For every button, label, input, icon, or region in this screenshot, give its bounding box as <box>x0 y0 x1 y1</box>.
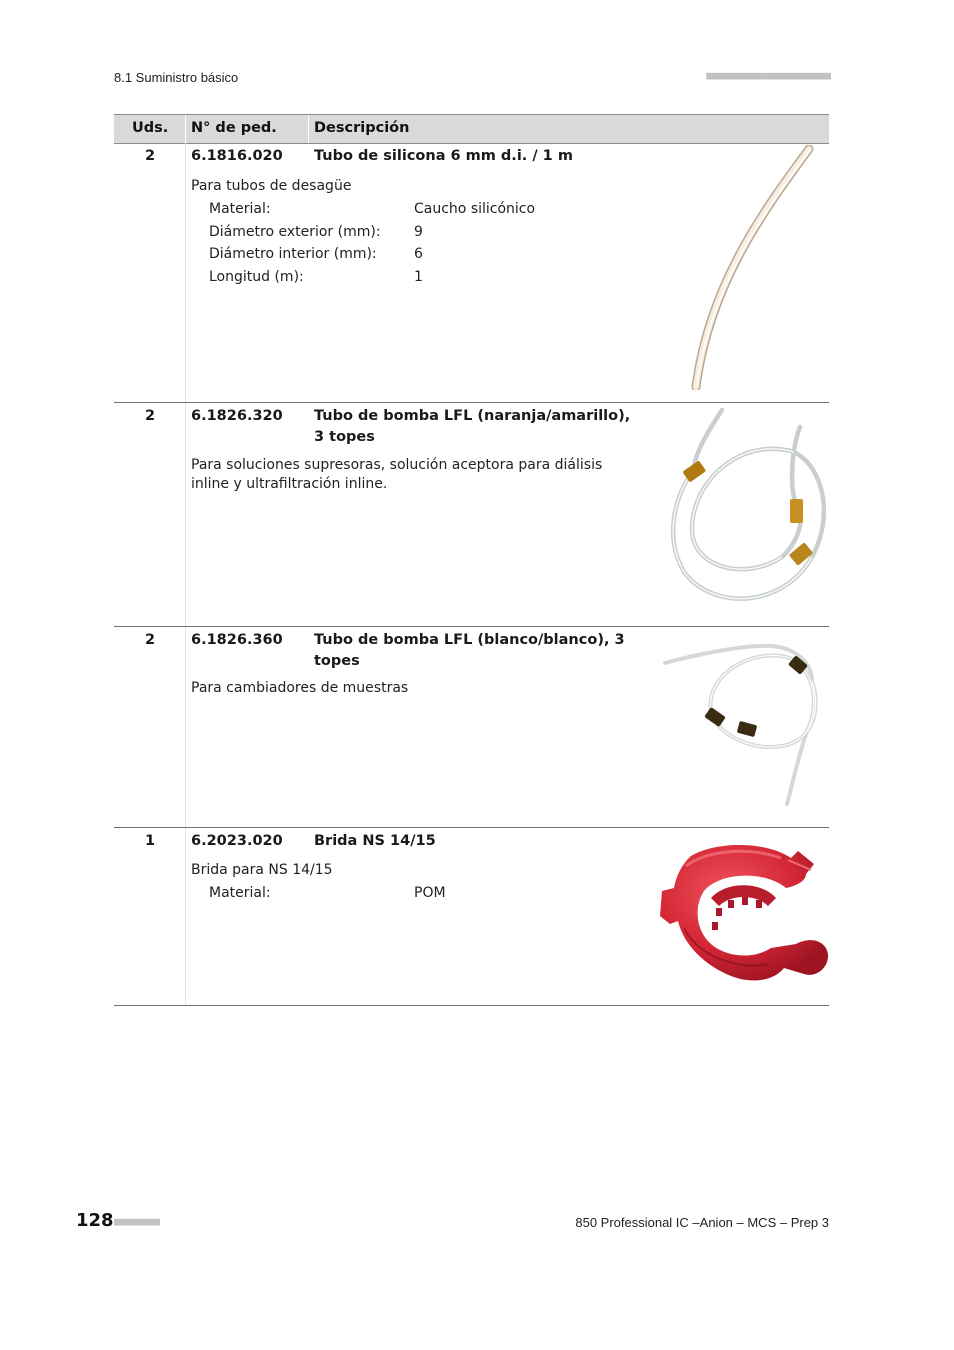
spec-value: POM <box>414 885 446 901</box>
item-description: Para soluciones supresoras, solución aceptora para diálisis inline y ultrafiltración inline. <box>191 457 603 492</box>
silicone-tube-image <box>669 145 829 390</box>
spec-row <box>209 221 535 244</box>
item-order-no: 6.1816.020 <box>191 148 283 164</box>
pump-tube-orange-yellow-image <box>664 407 829 605</box>
page-number: 128 <box>76 1210 114 1231</box>
item-order-no: 6.2023.020 <box>191 833 283 849</box>
item-order-no: 6.1826.360 <box>191 632 283 648</box>
spec-value: 1 <box>414 268 423 285</box>
column-header-order-no: N° de ped. <box>191 120 277 136</box>
item-title: Tubo de bomba LFL (blanco/blanco), 3 topes <box>314 632 625 669</box>
spec-label: Material: <box>209 885 271 901</box>
item-description: Para cambiadores de muestras <box>191 680 409 696</box>
footer-decorative-dots: ■■■■■■■■ <box>114 1215 159 1228</box>
document-title: 850 Professional IC –Anion – MCS – Prep 3 <box>575 1215 829 1230</box>
spec-row <box>209 198 535 221</box>
spec-value: 6 <box>414 246 423 262</box>
spec-value: Caucho silicónico <box>414 201 536 217</box>
spec-label: Diámetro interior (mm): <box>209 246 377 262</box>
spec-label: Material: <box>209 201 271 217</box>
table-row <box>114 143 829 403</box>
table-row <box>114 627 829 828</box>
stopper-yellow <box>790 499 803 523</box>
spec-label: Diámetro exterior (mm): <box>209 223 381 240</box>
table-row <box>114 828 829 1006</box>
pump-tube-white-white-image <box>662 641 829 809</box>
table-header <box>114 114 829 144</box>
header-decorative-dots: ■■■■■■■■■■■■■■■■■■■■■■ <box>706 69 830 82</box>
spec-label: Longitud (m): <box>209 268 304 285</box>
item-specs <box>209 882 446 905</box>
item-order-no: 6.1826.320 <box>191 408 283 424</box>
item-qty: 2 <box>144 632 156 648</box>
running-header-section: 8.1 Suministro básico <box>114 70 239 85</box>
table-row <box>114 403 829 627</box>
spec-value: 9 <box>414 223 423 240</box>
item-title: Brida NS 14/15 <box>314 833 436 849</box>
stopper-dark <box>704 707 726 727</box>
item-qty: 1 <box>144 833 156 849</box>
red-clamp-image <box>656 836 829 986</box>
item-specs <box>209 198 535 288</box>
column-header-qty: Uds. <box>132 120 169 136</box>
spec-row <box>209 882 446 905</box>
item-qty: 2 <box>144 148 156 164</box>
item-description: Para tubos de desagüe <box>191 178 352 194</box>
item-title: Tubo de silicona 6 mm d.i. / 1 m <box>314 148 573 164</box>
column-header-description: Descripción <box>314 120 410 136</box>
item-qty: 2 <box>144 408 156 424</box>
spec-row <box>209 243 535 266</box>
spec-row <box>209 266 535 289</box>
item-description: Brida para NS 14/15 <box>191 862 333 878</box>
stopper-dark <box>737 721 757 737</box>
item-title: Tubo de bomba LFL (naranja/amarillo), 3 topes <box>314 408 631 445</box>
